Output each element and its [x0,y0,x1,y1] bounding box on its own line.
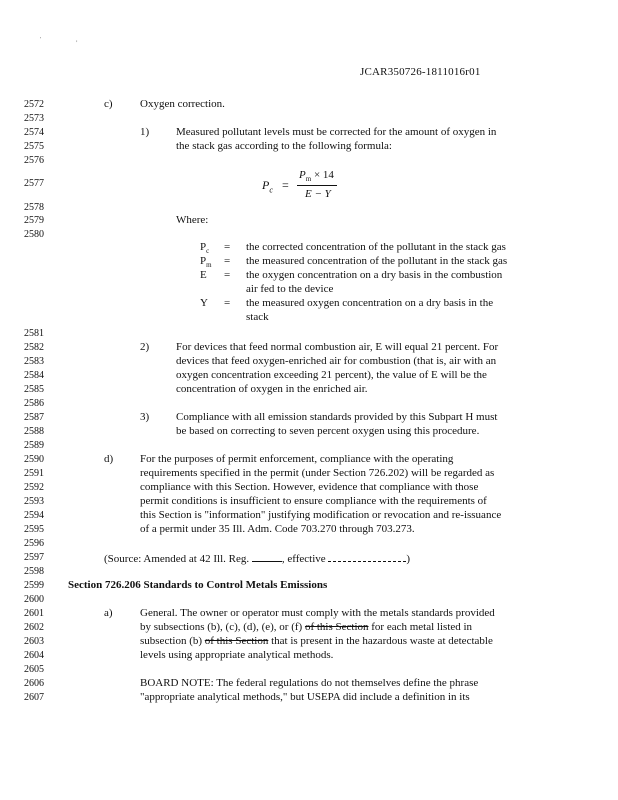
line-number: 2577 [24,178,44,189]
subsection-d-line: compliance with this Section. However, evidence that compliance with those [140,481,479,493]
line-number: 2586 [24,398,44,409]
formula-fraction-bar [297,185,337,186]
item-3-text-line: be based on correcting to seven percent oxygen using this procedure. [176,425,480,437]
line-number: 2602 [24,622,44,633]
item-2-label: 2) [140,341,150,353]
line-number: 2600 [24,594,44,605]
line-number: 2579 [24,215,44,226]
var-definition: stack [246,311,269,323]
struck-text: of this Section [204,635,269,647]
var-equals: = [224,269,231,281]
formula-denominator: E − Y [305,188,331,200]
item-1-label: 1) [140,126,150,138]
line-number: 2599 [24,580,44,591]
item-2-text-line: devices that feed oxygen-enriched air for combustion (that is, air with an [176,355,497,367]
item-2-text-line: oxygen concentration exceeding 21 percent), the value of E will be the [176,369,487,381]
line-number: 2573 [24,113,44,124]
line-number: 2606 [24,678,44,689]
line-number: 2582 [24,342,44,353]
formula-equals: = [282,178,289,192]
subsection-a-line: subsection (b) of this Section that is present in the hazardous waste at detectable [140,635,493,647]
line-number: 2588 [24,426,44,437]
line-number: 2583 [24,356,44,367]
subsection-d-line: of a permit under 35 Ill. Adm. Code 703.270 through 703.273. [140,523,415,535]
var-definition: the oxygen concentration on a dry basis in the combustion [246,269,503,281]
subsection-d-label: d) [104,453,114,465]
subsection-d-line: requirements specified in the permit (under Section 726.202) will be regarded as [140,467,495,479]
line-number: 2589 [24,440,44,451]
line-number: 2603 [24,636,44,647]
var-equals: = [224,255,231,267]
item-2-text-line: For devices that feed normal combustion air, E will equal 21 percent. For [176,341,499,353]
line-number: 2581 [24,328,44,339]
oxygen-correction-formula [262,168,352,204]
blank-date [328,551,406,562]
item-1-text-line: the stack gas according to the following formula: [176,140,392,152]
var-symbol-e: E [200,269,207,281]
line-number: 2595 [24,524,44,535]
line-number: 2607 [24,692,44,703]
line-number: 2578 [24,202,44,213]
line-number: 2576 [24,155,44,166]
var-definition: the measured concentration of the pollutant in the stack gas [246,255,508,267]
subsection-a-line: by subsections (b), (c), (d), (e), or (f) of this Section for each metal listed in [140,621,473,633]
subsection-c-label: c) [104,98,113,110]
subsection-a-label: a) [104,607,113,619]
var-equals: = [224,241,231,253]
document-id: JCAR350726-1811016r01 [360,66,481,78]
var-symbol-pm: $P_m$ [200,255,212,270]
var-equals: = [224,297,231,309]
struck-text: of this Section [304,621,369,633]
subsection-d-line: permit conditions is insufficient to ensure compliance with the requirements of [140,495,487,507]
line-number: 2604 [24,650,44,661]
line-number: 2587 [24,412,44,423]
blank-volume [252,551,282,562]
source-note: (Source: Amended at 42 Ill. Reg. , effective ) [104,553,411,565]
section-heading: Section 726.206 Standards to Control Metals Emissions [68,579,328,591]
var-symbol-y: Y [200,297,208,309]
line-number: 2593 [24,496,44,507]
scan-mark: , [76,37,78,43]
line-number: 2591 [24,468,44,479]
var-definition: the corrected concentration of the pollutant in the stack gas [246,241,506,253]
subsection-d-line: For the purposes of permit enforcement, compliance with the operating [140,453,454,465]
line-number: 2572 [24,99,44,110]
line-number: 2590 [24,454,44,465]
board-note-line: BOARD NOTE: The federal regulations do not themselves define the phrase [140,677,479,689]
var-symbol-pc: $P_c$ [200,241,210,256]
subsection-a-line: General. The owner or operator must comply with the metals standards provided [140,607,495,619]
line-number: 2584 [24,370,44,381]
item-2-text-line: concentration of oxygen in the enriched air. [176,383,368,395]
line-number: 2585 [24,384,44,395]
line-number: 2575 [24,141,44,152]
var-definition: air fed to the device [246,283,334,295]
scan-mark: ' [40,37,42,43]
line-number: 2594 [24,510,44,521]
subsection-a-line: levels using appropriate analytical methods. [140,649,334,661]
where-label: Where: [176,214,209,226]
board-note-line: "appropriate analytical methods," but USEPA did include a definition in its [140,691,470,703]
var-definition: the measured oxygen concentration on a dry basis in the [246,297,494,309]
line-number: 2580 [24,229,44,240]
line-number: 2592 [24,482,44,493]
subsection-c-heading: Oxygen correction. [140,98,225,110]
line-number: 2596 [24,538,44,549]
line-number: 2601 [24,608,44,619]
formula-lhs: $P_c$ [262,178,273,195]
item-3-text-line: Compliance with all emission standards provided by this Subpart H must [176,411,498,423]
line-number: 2574 [24,127,44,138]
item-1-text-line: Measured pollutant levels must be corrected for the amount of oxygen in [176,126,497,138]
line-number: 2597 [24,552,44,563]
item-3-label: 3) [140,411,150,423]
subsection-d-line: this Section is "information" justifying modification or revocation and re-issuance [140,509,502,521]
formula-numerator: $P_m \times 14$ [299,169,334,184]
line-number: 2605 [24,664,44,675]
line-number: 2598 [24,566,44,577]
